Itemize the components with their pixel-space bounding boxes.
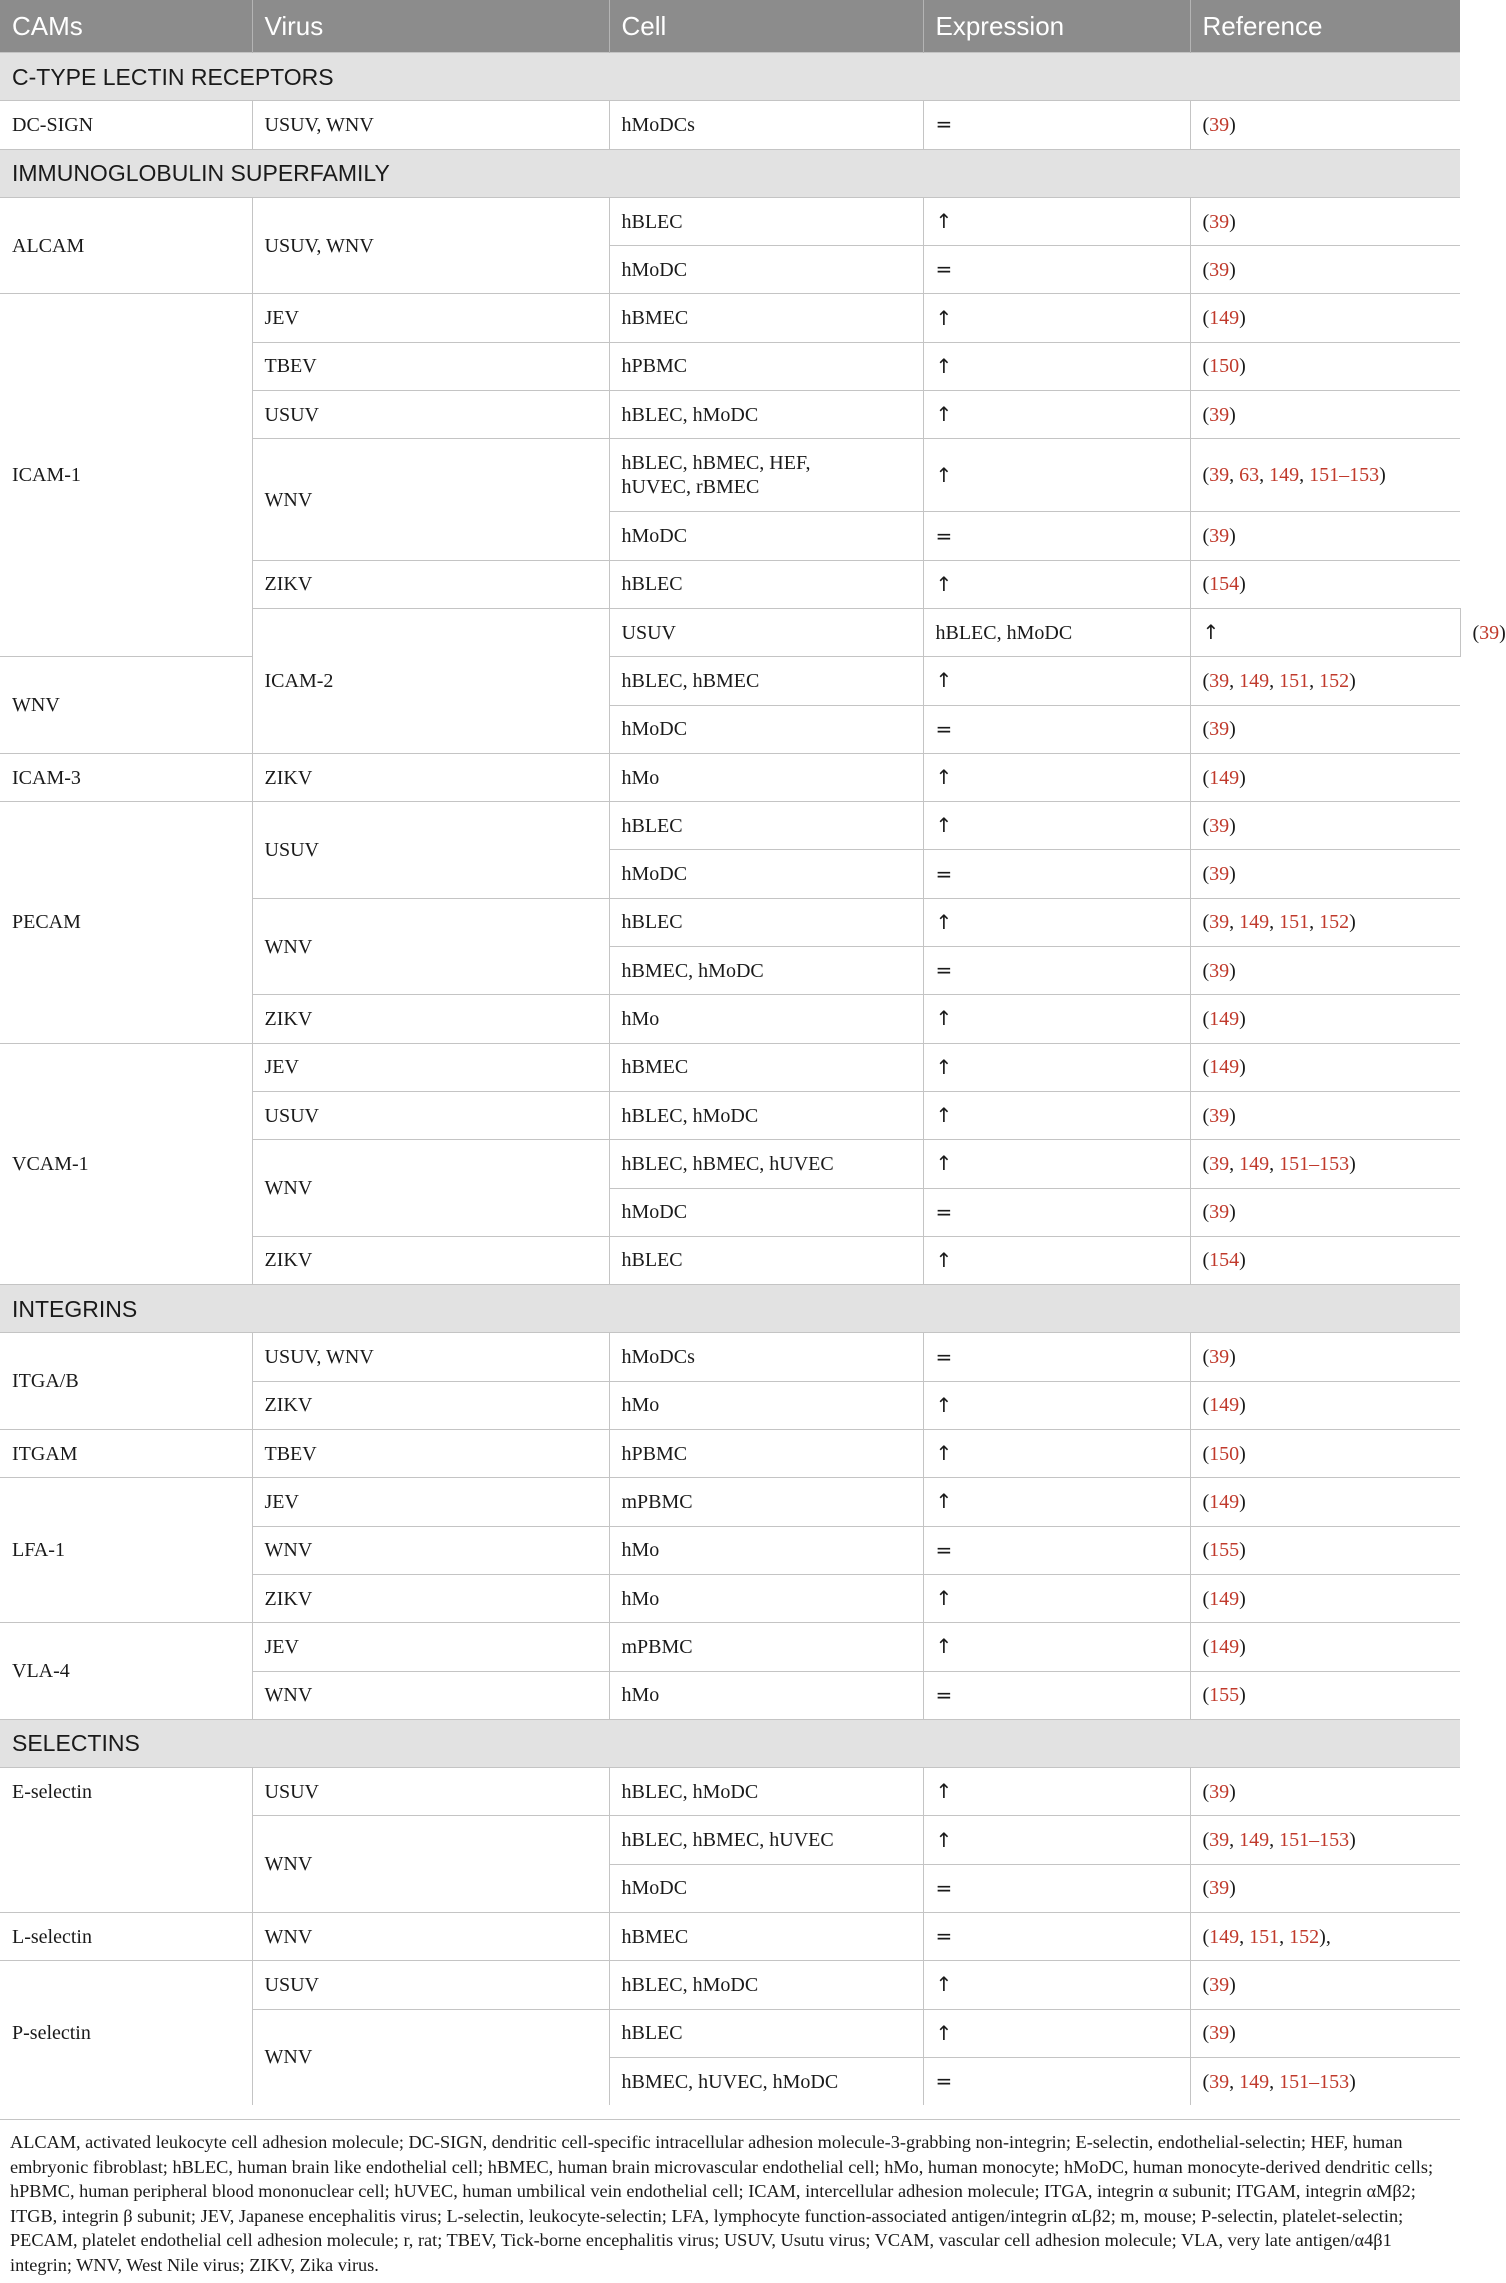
up-arrow-icon: ↑ xyxy=(935,1634,953,1659)
table-row xyxy=(0,657,1460,705)
reference-link[interactable]: 39 xyxy=(1209,1152,1230,1175)
reference-link[interactable]: 150 xyxy=(1209,355,1240,378)
reference-link[interactable]: 39 xyxy=(1209,258,1230,281)
up-arrow-icon: ↑ xyxy=(935,1103,953,1128)
up-arrow-icon: ↑ xyxy=(935,765,953,789)
up-arrow-icon: ↑ xyxy=(935,909,953,934)
cell-type-cell: hBMEC xyxy=(609,1043,923,1091)
reference-cell: (39, 149, 151–153) xyxy=(1190,2057,1460,2105)
expression-cell xyxy=(923,1043,1190,1091)
cell-type-cell: hMoDC xyxy=(609,246,923,294)
expression-cell xyxy=(923,1188,1190,1236)
table-row xyxy=(0,1333,1460,1381)
expression-cell xyxy=(923,947,1190,995)
cell-type-cell: hMoDCs xyxy=(609,1333,923,1381)
footnote-text: ALCAM, activated leukocyte cell adhesion molecule; DC-SIGN, dendritic cell-specific intracellular adhesion molecule-3-grabbing non-integrin; E-selectin, endothelial-selectin; HEF, human embryonic fibroblast; hBLEC, human brain like endothelial cell; hBMEC, human brain microvascular endothelial cell; hMo, human monocyte; hMoDC, human monocyte-derived dendritic cells; hPBMC, human peripheral blood mononuclear cell; hUVEC, human umbilical vein endothelial cell; ICAM, intercellular adhesion molecule; ITGA, integrin α subunit; ITGAM, integrin αMβ2; ITGB, integrin β subunit; JEV, Japanese encephalitis virus; L-selectin, leukocyte-selectin; LFA, lymphocyte function-associated antigen/integrin αLβ2; m, mouse; P-selectin, platelet-selectin; PECAM, platelet endothelial cell adhesion molecule; r, rat; TBEV, Tick-borne encephalitis virus; USUV, Usutu virus; VCAM, vascular cell adhesion molecule; VLA, very late antigen/α4β1 integrin; WNV, West Nile virus; ZIKV, Zika virus. xyxy=(10,2132,1434,2275)
virus-cell: WNV xyxy=(252,439,609,560)
reference-cell: (39, 149, 151, 152) xyxy=(1190,657,1460,705)
up-arrow-icon: ↑ xyxy=(935,571,953,596)
up-arrow-icon: ↑ xyxy=(935,1247,953,1272)
up-arrow-icon: ↑ xyxy=(935,1054,953,1079)
reference-link[interactable]: 149 xyxy=(1209,1007,1240,1030)
reference-link[interactable]: 151–153 xyxy=(1279,2070,1350,2093)
section-title: IMMUNOGLOBULIN SUPERFAMILY xyxy=(0,149,1460,197)
cell-type-cell: hMoDCs xyxy=(609,101,923,149)
reference-link[interactable]: 149 xyxy=(1209,1925,1240,1948)
reference-link[interactable]: 155 xyxy=(1209,1539,1240,1562)
virus-cell: ZIKV xyxy=(252,995,609,1043)
table-footnote xyxy=(0,2119,1460,2277)
equal-sign-icon: = xyxy=(935,1344,953,1369)
up-arrow-icon: ↑ xyxy=(935,462,953,487)
cam-cell: PECAM xyxy=(0,802,252,1043)
cell-type-cell: hBLEC, hMoDC xyxy=(609,391,923,439)
header-reference: Reference xyxy=(1190,0,1460,53)
expression-cell xyxy=(923,1430,1190,1478)
reference-link[interactable]: 39 xyxy=(1209,403,1230,426)
cell-type-cell: hMo xyxy=(609,1671,923,1719)
equal-sign-icon: = xyxy=(935,2069,953,2094)
up-arrow-icon: ↑ xyxy=(935,305,953,330)
cell-type-cell: hBLEC, hBMEC, hUVEC xyxy=(609,1140,923,1188)
virus-cell: USUV xyxy=(252,802,609,899)
expression-cell xyxy=(923,246,1190,294)
cell-type-cell: hBMEC xyxy=(609,1912,923,1960)
reference-cell: (154) xyxy=(1190,1236,1460,1284)
cell-type-cell: hBLEC, hBMEC, hUVEC xyxy=(609,1816,923,1864)
equal-sign-icon: = xyxy=(935,1537,953,1562)
reference-cell: (39) xyxy=(1190,947,1460,995)
reference-link[interactable]: 149 xyxy=(1209,1490,1240,1513)
cam-cell: E-selectin xyxy=(0,1768,252,1913)
reference-cell: (39, 149, 151–153) xyxy=(1190,1816,1460,1864)
section-title: INTEGRINS xyxy=(0,1285,1460,1333)
expression-cell xyxy=(923,1864,1190,1912)
expression-cell xyxy=(923,1236,1190,1284)
expression-cell xyxy=(923,1816,1190,1864)
reference-cell: (149) xyxy=(1190,995,1460,1043)
virus-cell: JEV xyxy=(252,1043,609,1091)
cell-type-cell: hBLEC xyxy=(609,197,923,245)
table-row xyxy=(0,1768,1460,1816)
table-row xyxy=(0,1961,1460,2009)
virus-cell: USUV, WNV xyxy=(252,101,609,149)
reference-link[interactable]: 39 xyxy=(1209,1973,1230,1996)
section-header-row xyxy=(0,149,1460,197)
equal-sign-icon: = xyxy=(935,523,953,548)
cam-cell: DC-SIGN xyxy=(0,101,252,149)
virus-cell: USUV xyxy=(609,608,923,656)
cell-type-cell: hBLEC xyxy=(609,802,923,850)
reference-link[interactable]: 39 xyxy=(1209,1877,1230,1900)
header-cell: Cell xyxy=(609,0,923,53)
up-arrow-icon: ↑ xyxy=(935,813,953,838)
expression-cell xyxy=(923,1623,1190,1671)
cam-cell: L-selectin xyxy=(0,1912,252,1960)
reference-link[interactable]: 39 xyxy=(1209,1104,1230,1127)
reference-link[interactable]: 155 xyxy=(1209,1684,1240,1707)
expression-cell xyxy=(923,1381,1190,1429)
virus-cell: WNV xyxy=(252,1912,609,1960)
reference-cell: (39) xyxy=(1190,1091,1460,1139)
cell-type-cell: hBLEC, hMoDC xyxy=(923,608,1190,656)
reference-cell: (39, 63, 149, 151–153) xyxy=(1190,439,1460,512)
up-arrow-icon: ↑ xyxy=(935,1827,953,1852)
section-header-row xyxy=(0,1285,1460,1333)
virus-cell: WNV xyxy=(252,1671,609,1719)
expression-cell xyxy=(923,1574,1190,1622)
virus-cell: ZIKV xyxy=(252,560,609,608)
expression-cell xyxy=(923,898,1190,946)
expression-cell xyxy=(923,560,1190,608)
cell-type-cell: hBMEC, hMoDC xyxy=(609,947,923,995)
cell-type-cell: hMoDC xyxy=(609,512,923,560)
virus-cell: ZIKV xyxy=(252,1381,609,1429)
equal-sign-icon: = xyxy=(935,257,953,282)
reference-link[interactable]: 149 xyxy=(1209,766,1240,789)
reference-link[interactable]: 39 xyxy=(1209,525,1230,548)
reference-cell: (149) xyxy=(1190,1574,1460,1622)
cell-type-cell: hMoDC xyxy=(609,705,923,753)
reference-link[interactable]: 39 xyxy=(1479,621,1500,644)
table-row xyxy=(0,1623,1460,1671)
cell-type-cell: hBLEC xyxy=(609,1236,923,1284)
expression-cell xyxy=(923,995,1190,1043)
cell-type-cell: hBMEC xyxy=(609,294,923,342)
reference-link[interactable]: 39 xyxy=(1209,669,1230,692)
cell-type-cell: hPBMC xyxy=(609,1430,923,1478)
table-row xyxy=(0,101,1460,149)
virus-cell: ZIKV xyxy=(252,1236,609,1284)
cam-cell: ICAM-3 xyxy=(0,753,252,801)
header-expression: Expression xyxy=(923,0,1190,53)
reference-cell: (39) xyxy=(1190,512,1460,560)
table-row: ICAM-2 USUV hBLEC, hMoDC ↑ (39) xyxy=(0,608,1460,656)
virus-cell: WNV xyxy=(0,657,252,754)
equal-sign-icon: = xyxy=(935,1924,953,1949)
up-arrow-icon: ↑ xyxy=(935,1392,953,1417)
cell-type-cell: hBLEC, hMoDC xyxy=(609,1091,923,1139)
table-row xyxy=(0,802,1460,850)
reference-cell: (39) xyxy=(1190,705,1460,753)
header-virus: Virus xyxy=(252,0,609,53)
virus-cell: WNV xyxy=(252,2009,609,2105)
cam-cell: VLA-4 xyxy=(0,1623,252,1720)
reference-cell: (39) xyxy=(1190,1768,1460,1816)
reference-cell: (39) xyxy=(1190,2009,1460,2057)
cell-type-cell: hMoDC xyxy=(609,850,923,898)
reference-cell: (39) xyxy=(1190,391,1460,439)
up-arrow-icon: ↑ xyxy=(935,2020,953,2045)
reference-cell: (39) xyxy=(1190,1864,1460,1912)
reference-link[interactable]: 151–153 xyxy=(1279,1829,1350,1852)
virus-cell: USUV, WNV xyxy=(252,1333,609,1381)
expression-cell xyxy=(923,197,1190,245)
table-row xyxy=(0,197,1460,245)
cell-type-cell: hBMEC, hUVEC, hMoDC xyxy=(609,2057,923,2105)
reference-link[interactable]: 149 xyxy=(1269,464,1300,487)
reference-link[interactable]: 39 xyxy=(1209,911,1230,934)
up-arrow-icon: ↑ xyxy=(935,1779,953,1804)
expression-cell xyxy=(923,1478,1190,1526)
reference-link[interactable]: 39 xyxy=(1209,863,1230,886)
reference-cell: (149, 151, 152), xyxy=(1190,1912,1460,1960)
reference-link[interactable]: 151 xyxy=(1279,911,1310,934)
up-arrow-icon: ↑ xyxy=(935,402,953,427)
reference-link[interactable]: 149 xyxy=(1239,2070,1270,2093)
reference-link[interactable]: 39 xyxy=(1209,1346,1230,1369)
cell-type-cell: mPBMC xyxy=(609,1478,923,1526)
reference-link[interactable]: 39 xyxy=(1209,1780,1230,1803)
reference-link[interactable]: 39 xyxy=(1209,814,1230,837)
reference-link[interactable]: 151–153 xyxy=(1279,1152,1350,1175)
up-arrow-icon: ↑ xyxy=(935,668,953,693)
reference-link[interactable]: 39 xyxy=(1209,1829,1230,1852)
expression-cell xyxy=(923,1333,1190,1381)
expression-cell xyxy=(923,1091,1190,1139)
reference-link[interactable]: 39 xyxy=(1209,210,1230,233)
reference-cell: (149) xyxy=(1190,1043,1460,1091)
up-arrow-icon: ↑ xyxy=(935,209,953,234)
reference-cell: (149) xyxy=(1190,753,1460,801)
expression-cell xyxy=(923,1961,1190,2009)
reference-link[interactable]: 151 xyxy=(1249,1925,1280,1948)
reference-link[interactable]: 39 xyxy=(1209,1201,1230,1224)
reference-cell: (149) xyxy=(1190,1381,1460,1429)
expression-cell xyxy=(923,342,1190,390)
section-header-row xyxy=(0,1719,1460,1767)
cam-cell: ITGAM xyxy=(0,1430,252,1478)
reference-cell: (39) xyxy=(1190,1333,1460,1381)
cam-cell: ITGA/B xyxy=(0,1333,252,1430)
up-arrow-icon: ↑ xyxy=(935,1441,953,1466)
reference-link[interactable]: 149 xyxy=(1239,1829,1270,1852)
virus-cell: JEV xyxy=(252,294,609,342)
table-row xyxy=(0,1912,1460,1960)
cell-type-cell: hBLEC, hBMEC xyxy=(609,657,923,705)
expression-cell xyxy=(923,1526,1190,1574)
reference-cell: (39) xyxy=(1190,101,1460,149)
cam-cell: P-selectin xyxy=(0,1961,252,2105)
expression-cell xyxy=(1190,608,1460,656)
virus-cell: JEV xyxy=(252,1478,609,1526)
reference-cell: (39) xyxy=(1190,1188,1460,1236)
cell-type-cell: hBLEC xyxy=(609,898,923,946)
cell-type-cell: hBLEC, hBMEC, HEF, hUVEC, rBMEC xyxy=(609,439,923,512)
up-arrow-icon: ↑ xyxy=(935,1006,953,1031)
cam-cell: VCAM-1 xyxy=(0,1043,252,1284)
virus-cell: USUV xyxy=(252,1768,609,1816)
cam-cell: LFA-1 xyxy=(0,1478,252,1623)
reference-link[interactable]: 39 xyxy=(1209,718,1230,741)
table-row xyxy=(0,1478,1460,1526)
equal-sign-icon: = xyxy=(935,1682,953,1707)
virus-cell: USUV, WNV xyxy=(252,197,609,294)
equal-sign-icon: = xyxy=(935,112,953,137)
cell-type-cell: hBLEC, hMoDC xyxy=(609,1768,923,1816)
cell-type-cell: mPBMC xyxy=(609,1623,923,1671)
up-arrow-icon: ↑ xyxy=(935,1489,953,1514)
reference-link[interactable]: 39 xyxy=(1209,113,1230,136)
expression-cell xyxy=(923,657,1190,705)
cell-type-cell: hMo xyxy=(609,1381,923,1429)
cell-type-cell: hMoDC xyxy=(609,1188,923,1236)
reference-link[interactable]: 149 xyxy=(1209,1056,1240,1079)
up-arrow-icon: ↑ xyxy=(935,1972,953,1997)
reference-cell: (155) xyxy=(1190,1526,1460,1574)
cell-type-cell: hPBMC xyxy=(609,342,923,390)
expression-cell xyxy=(923,439,1190,512)
expression-cell xyxy=(923,1140,1190,1188)
section-title: C-TYPE LECTIN RECEPTORS xyxy=(0,53,1460,101)
expression-cell xyxy=(923,850,1190,898)
section-header-row xyxy=(0,53,1460,101)
reference-link[interactable]: 152 xyxy=(1289,1925,1320,1948)
reference-link[interactable]: 149 xyxy=(1239,1152,1270,1175)
expression-cell xyxy=(923,1671,1190,1719)
expression-cell xyxy=(923,2057,1190,2105)
virus-cell: WNV xyxy=(252,1816,609,1913)
expression-cell xyxy=(923,802,1190,850)
reference-link[interactable]: 149 xyxy=(1209,1394,1240,1417)
reference-link[interactable]: 152 xyxy=(1319,669,1350,692)
expression-cell xyxy=(923,753,1190,801)
cell-type-cell: hBLEC xyxy=(609,2009,923,2057)
cam-cell: ALCAM xyxy=(0,197,252,294)
equal-sign-icon: = xyxy=(935,1199,953,1224)
reference-link[interactable]: 150 xyxy=(1209,1442,1240,1465)
virus-cell: WNV xyxy=(252,1526,609,1574)
expression-cell xyxy=(923,1768,1190,1816)
virus-cell: TBEV xyxy=(252,1430,609,1478)
virus-cell: ZIKV xyxy=(252,753,609,801)
cell-type-cell: hMo xyxy=(609,753,923,801)
reference-link[interactable]: 149 xyxy=(1209,1635,1240,1658)
header-cams: CAMs xyxy=(0,0,252,53)
virus-cell: USUV xyxy=(252,1961,609,2009)
reference-cell: (149) xyxy=(1190,294,1460,342)
equal-sign-icon: = xyxy=(935,958,953,983)
table-row xyxy=(0,753,1460,801)
virus-cell: JEV xyxy=(252,1623,609,1671)
reference-link[interactable]: 149 xyxy=(1239,911,1270,934)
reference-link[interactable]: 152 xyxy=(1319,911,1350,934)
table-row xyxy=(0,1430,1460,1478)
equal-sign-icon: = xyxy=(935,861,953,886)
expression-cell xyxy=(923,1912,1190,1960)
table-row xyxy=(0,294,1460,342)
reference-cell: (39) xyxy=(1190,802,1460,850)
virus-cell: ZIKV xyxy=(252,1574,609,1622)
reference-link[interactable]: 154 xyxy=(1209,1249,1240,1272)
reference-link[interactable]: 151 xyxy=(1279,669,1310,692)
reference-cell: (150) xyxy=(1190,342,1460,390)
cam-cell: ICAM-2 xyxy=(252,608,609,753)
reference-cell: (39, 149, 151, 152) xyxy=(1190,898,1460,946)
virus-cell: WNV xyxy=(252,1140,609,1237)
cell-type-cell: hMo xyxy=(609,995,923,1043)
reference-link[interactable]: 149 xyxy=(1239,669,1270,692)
expression-cell xyxy=(923,101,1190,149)
reference-cell: (149) xyxy=(1190,1478,1460,1526)
reference-link[interactable]: 39 xyxy=(1209,2022,1230,2045)
cell-type-cell: hBLEC, hMoDC xyxy=(609,1961,923,2009)
reference-link[interactable]: 63 xyxy=(1239,464,1260,487)
reference-link[interactable]: 154 xyxy=(1209,573,1240,596)
virus-cell: USUV xyxy=(252,391,609,439)
reference-link[interactable]: 151–153 xyxy=(1309,464,1380,487)
section-title: SELECTINS xyxy=(0,1719,1460,1767)
cam-cell: ICAM-1 xyxy=(0,294,252,657)
reference-cell: (39) xyxy=(1190,850,1460,898)
reference-cell: (154) xyxy=(1190,560,1460,608)
equal-sign-icon: = xyxy=(935,716,953,741)
equal-sign-icon: = xyxy=(935,1875,953,1900)
reference-cell: (39) xyxy=(1190,1961,1460,2009)
cell-type-cell: hMo xyxy=(609,1526,923,1574)
virus-cell: TBEV xyxy=(252,342,609,390)
expression-cell xyxy=(923,512,1190,560)
reference-cell: (39) xyxy=(1190,246,1460,294)
cell-type-cell: hMoDC xyxy=(609,1864,923,1912)
table-header xyxy=(0,0,1460,53)
virus-cell: WNV xyxy=(252,898,609,995)
reference-link[interactable]: 39 xyxy=(1209,959,1230,982)
reference-link[interactable]: 39 xyxy=(1209,464,1230,487)
reference-link[interactable]: 39 xyxy=(1209,2070,1230,2093)
up-arrow-icon: ↑ xyxy=(935,1151,953,1176)
up-arrow-icon: ↑ xyxy=(935,1586,953,1611)
header-row xyxy=(0,0,1460,53)
reference-link[interactable]: 149 xyxy=(1209,307,1240,330)
reference-cell: (39) xyxy=(1190,197,1460,245)
reference-cell: (155) xyxy=(1190,1671,1460,1719)
table-row xyxy=(0,1043,1460,1091)
up-arrow-icon: ↑ xyxy=(1202,620,1220,645)
reference-cell: (39, 149, 151–153) xyxy=(1190,1140,1460,1188)
reference-link[interactable]: 149 xyxy=(1209,1587,1240,1610)
reference-cell: (150) xyxy=(1190,1430,1460,1478)
virus-cell: USUV xyxy=(252,1091,609,1139)
expression-cell xyxy=(923,705,1190,753)
up-arrow-icon: ↑ xyxy=(935,353,953,378)
cell-type-cell: hBLEC xyxy=(609,560,923,608)
cell-type-cell: hMo xyxy=(609,1574,923,1622)
table-body xyxy=(0,53,1506,2106)
expression-cell xyxy=(923,2009,1190,2057)
expression-cell xyxy=(923,391,1190,439)
reference-cell: (149) xyxy=(1190,1623,1460,1671)
expression-cell xyxy=(923,294,1190,342)
